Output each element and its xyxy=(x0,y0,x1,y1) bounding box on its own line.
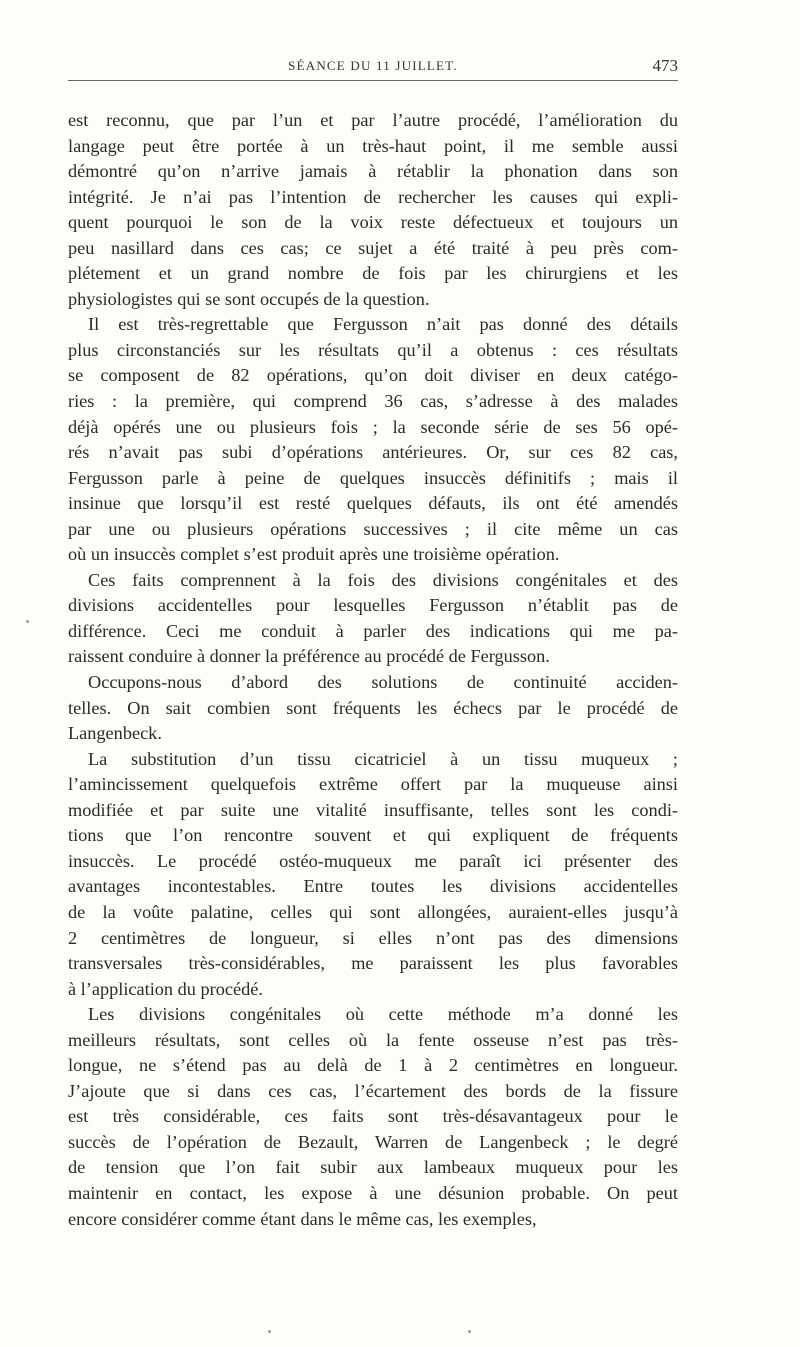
footer-speck xyxy=(468,1330,471,1333)
text-line: avantages incontestables. Entre toutes les divisions accidentelles xyxy=(68,876,678,897)
text-line: insuccès. Le procédé ostéo-muqueux me paraît ici présenter des xyxy=(68,850,678,871)
text-line: longue, ne s’étend pas au delà de 1 à 2 centimètres en longueur. xyxy=(68,1055,678,1076)
text-line: intégrité. Je n’ai pas l’intention de rechercher les causes qui expli- xyxy=(68,186,678,207)
text-line: succès de l’opération de Bezault, Warren de Langenbeck ; le degré xyxy=(68,1131,678,1152)
text-line: de tension que l’on fait subir aux lambeaux muqueux pour les xyxy=(68,1157,678,1178)
text-line: plus circonstanciés sur les résultats qu’il a obtenus : ces résultats xyxy=(68,339,678,360)
text-line: La substitution d’un tissu cicatriciel à un tissu muqueux ; xyxy=(88,748,678,769)
footer-speck xyxy=(268,1330,271,1333)
header-rule xyxy=(68,80,678,81)
text-line: l’amincissement quelquefois extrême offert par la muqueuse ainsi xyxy=(68,774,678,795)
text-line: se composent de 82 opérations, qu’on doit diviser en deux catégo- xyxy=(68,365,678,386)
text-line: telles. On sait combien sont fréquents les échecs par le procédé de xyxy=(68,697,678,718)
text-line: ries : la première, qui comprend 36 cas, s’adresse à des malades xyxy=(68,391,678,412)
text-line: peu nasillard dans ces cas; ce sujet a été traité à peu près com- xyxy=(68,237,678,258)
text-line: Langenbeck. xyxy=(68,723,162,744)
text-line: par une ou plusieurs opérations successives ; il cite même un cas xyxy=(68,518,678,539)
text-line: à l’application du procédé. xyxy=(68,978,263,999)
header-title: SÉANCE DU 11 JUILLET. xyxy=(288,58,458,73)
text-line: est reconnu, que par l’un et par l’autre procédé, l’amélioration du xyxy=(68,110,678,130)
text-line: meilleurs résultats, sont celles où la fente osseuse n’est pas très- xyxy=(68,1029,678,1050)
text-line: langage peut être portée à un très-haut point, il me semble aussi xyxy=(68,135,678,156)
text-line: physiologistes qui se sont occupés de la question. xyxy=(68,288,430,309)
text-line: Il est très-regrettable que Fergusson n’ait pas donné des détails xyxy=(88,314,678,335)
text-line: où un insuccès complet s’est produit après une troisième opération. xyxy=(68,544,560,565)
text-line: Ces faits comprennent à la fois des divisions congénitales et des xyxy=(88,569,678,590)
text-line: insinue que lorsqu’il est resté quelques défauts, ils ont été amendés xyxy=(68,493,678,514)
text-line: plétement et un grand nombre de fois par les chirurgiens et les xyxy=(68,263,678,284)
text-line: différence. Ceci me conduit à parler des indications qui me pa- xyxy=(68,620,678,641)
text-line: Les divisions congénitales où cette méthode m’a donné les xyxy=(88,1004,678,1025)
text-line: encore considérer comme étant dans le même cas, les exemples, xyxy=(68,1208,537,1229)
text-line: 2 centimètres de longueur, si elles n’ont pas des dimensions xyxy=(68,927,678,948)
text-line: maintenir en contact, les expose à une désunion probable. On peut xyxy=(68,1182,678,1203)
text-line: tions que l’on rencontre souvent et qui expliquent de fréquents xyxy=(68,825,678,846)
text-line: divisions accidentelles pour lesquelles Fergusson n’établit pas de xyxy=(68,595,678,616)
running-header xyxy=(68,58,678,80)
text-line: raissent conduire à donner la préférence au procédé de Fergusson. xyxy=(68,646,550,667)
margin-speck xyxy=(26,620,29,623)
body-text xyxy=(68,108,678,1232)
page-number: 473 xyxy=(652,56,678,75)
text-line: Occupons-nous d’abord des solutions de continuité acciden- xyxy=(88,672,678,693)
text-line: Fergusson parle à peine de quelques insuccès définitifs ; mais il xyxy=(68,467,678,488)
text-line: déjà opérés une ou plusieurs fois ; la seconde série de ses 56 opé- xyxy=(68,416,678,437)
text-line: transversales très-considérables, me paraissent les plus favorables xyxy=(68,953,678,974)
text-line: démontré qu’on n’arrive jamais à rétablir la phonation dans son xyxy=(68,161,678,182)
text-line: est très considérable, ces faits sont très-désavantageux pour le xyxy=(68,1106,678,1127)
text-line: de la voûte palatine, celles qui sont allongées, auraient-elles jusqu’à xyxy=(68,901,678,922)
text-line: quent pourquoi le son de la voix reste défectueux et toujours un xyxy=(68,212,678,233)
text-line: rés n’avait pas subi d’opérations antérieures. Or, sur ces 82 cas, xyxy=(68,442,678,463)
text-line: modifiée et par suite une vitalité insuffisante, telles sont les condi- xyxy=(68,799,678,820)
text-line: J’ajoute que si dans ces cas, l’écartement des bords de la fissure xyxy=(68,1080,678,1101)
